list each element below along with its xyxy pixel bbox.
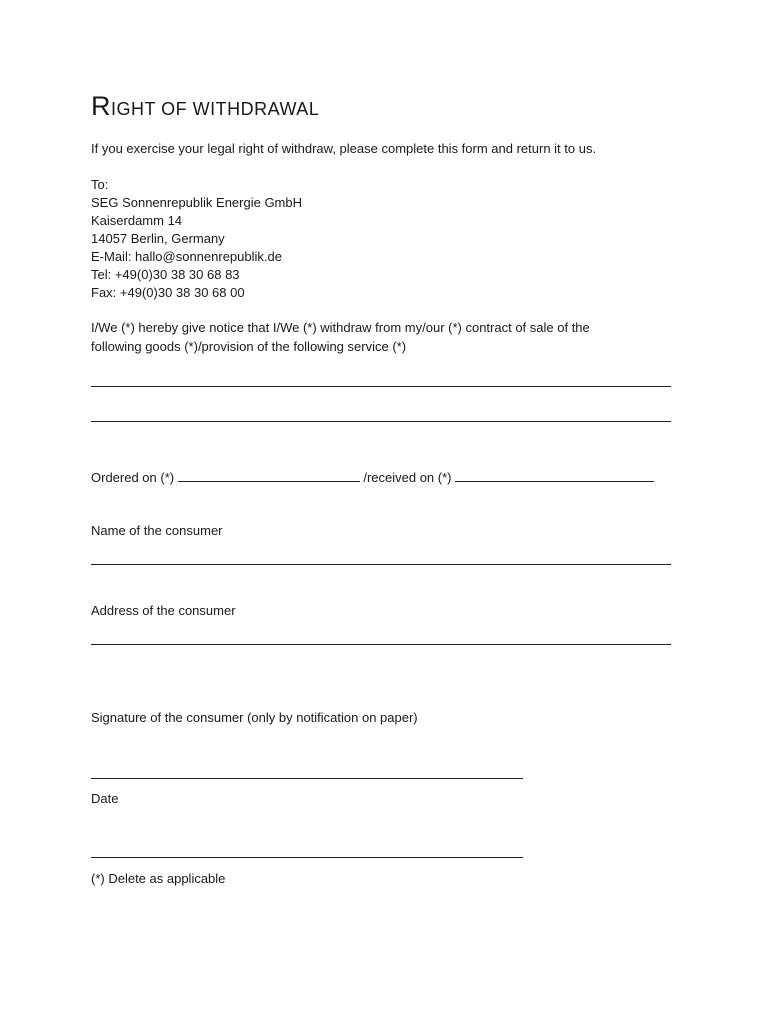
title-initial: R: [91, 91, 111, 121]
received-date-blank[interactable]: [455, 468, 654, 482]
signature-label: Signature of the consumer (only by notification on paper): [91, 710, 418, 725]
signature-line[interactable]: [91, 778, 523, 779]
recipient-street: Kaiserdamm 14: [91, 213, 183, 228]
ordered-date-blank[interactable]: [178, 468, 360, 482]
recipient-block: [91, 176, 302, 302]
goods-blank-line-2[interactable]: [91, 421, 671, 422]
notice-paragraph: [91, 318, 679, 356]
recipient-email: E-Mail: hallo@sonnenrepublik.de: [91, 249, 282, 264]
recipient-fax: Fax: +49(0)30 38 30 68 00: [91, 285, 245, 300]
consumer-address-line[interactable]: [91, 644, 671, 645]
ordered-row: [91, 468, 654, 487]
consumer-address-label: Address of the consumer: [91, 603, 236, 618]
recipient-city: 14057 Berlin, Germany: [91, 231, 225, 246]
received-label: /received on (*): [363, 470, 452, 485]
notice-line-1: I/We (*) hereby give notice that I/We (*) withdraw from my/our (*) contract of sale of the: [91, 320, 590, 335]
date-label: Date: [91, 791, 119, 806]
footnote: (*) Delete as applicable: [91, 871, 226, 886]
recipient-tel: Tel: +49(0)30 38 30 68 83: [91, 267, 240, 282]
to-label: To:: [91, 177, 109, 192]
notice-line-2: following goods (*)/provision of the following service (*): [91, 339, 407, 354]
recipient-company: SEG Sonnenrepublik Energie GmbH: [91, 195, 303, 210]
page-title: [91, 90, 319, 125]
title-rest: IGHT OF WITHDRAWAL: [111, 99, 320, 119]
date-line[interactable]: [91, 857, 523, 858]
consumer-name-line[interactable]: [91, 564, 671, 565]
ordered-label: Ordered on (*): [91, 470, 175, 485]
goods-blank-line-1[interactable]: [91, 386, 671, 387]
consumer-name-label: Name of the consumer: [91, 523, 223, 538]
intro-text: If you exercise your legal right of withdraw, please complete this form and return it to us.: [91, 141, 597, 156]
